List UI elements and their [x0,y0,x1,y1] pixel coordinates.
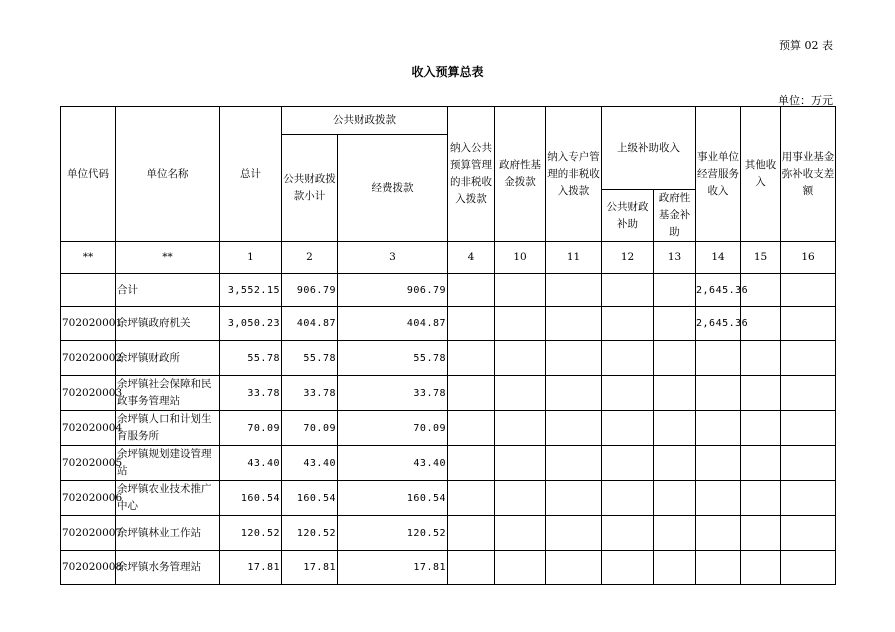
cell-operating: 160.54 [338,481,448,516]
cell-carryover [781,376,836,411]
cell-business-income [654,516,696,551]
cell-superior-public-finance [546,376,602,411]
cell-superior-public-finance [546,481,602,516]
index-cell: 11 [546,242,602,274]
header-business-income: 事业单位经营服务收入 [696,107,741,242]
cell-gov-fund [448,446,495,481]
cell-name: 余坪镇财政所 [116,341,220,376]
cell-total: 3,050.23 [220,307,282,341]
index-cell: 13 [654,242,696,274]
form-number: 预算 02 表 [779,39,833,52]
cell-operating: 43.40 [338,446,448,481]
cell-subtotal: 17.81 [282,551,338,585]
cell-subtotal: 55.78 [282,341,338,376]
cell-gov-fund [448,341,495,376]
table-body [61,274,836,585]
cell-gov-fund [448,481,495,516]
cell-special-non-tax [495,446,546,481]
cell-gov-fund [448,307,495,341]
cell-carryover [781,307,836,341]
cell-code: 702020003 [61,376,116,411]
cell-superior-public-finance [546,551,602,585]
cell-carryover [781,411,836,446]
header-total: 总计 [220,107,282,242]
cell-subtotal: 33.78 [282,376,338,411]
cell-superior-public-finance [546,516,602,551]
cell-business-income [654,411,696,446]
cell-special-non-tax [495,516,546,551]
header-other-income: 其他收入 [741,107,781,242]
cell-carryover [781,516,836,551]
cell-business-income [654,376,696,411]
cell-gov-fund [448,551,495,585]
cell-other-income [696,341,741,376]
index-cell: 1 [220,242,282,274]
cell-code: 702020002 [61,341,116,376]
table-header [61,107,836,274]
cell-total: 55.78 [220,341,282,376]
cell-other-income [696,551,741,585]
cell-other-income [696,376,741,411]
cell-code: 702020005 [61,446,116,481]
cell-total: 43.40 [220,446,282,481]
header-superior-subsidy: 上级补助收入 [602,107,696,190]
cell-superior-gov-fund [602,376,654,411]
cell-name: 余坪镇农业技术推广中心 [116,481,220,516]
cell-special-non-tax [495,411,546,446]
cell-gov-fund [448,516,495,551]
index-cell: 2 [282,242,338,274]
header-superior-public-finance: 公共财政补助 [602,190,654,242]
cell-gov-fund [448,411,495,446]
header-name: 单位名称 [116,107,220,242]
cell-business-income [654,481,696,516]
index-cell: 14 [696,242,741,274]
cell-code: 702020008 [61,551,116,585]
cell-name: 余坪镇政府机关 [116,307,220,341]
cell-superior-gov-fund [602,411,654,446]
cell-fund-balance [741,411,781,446]
cell-code: 702020001 [61,307,116,341]
cell-superior-public-finance [546,341,602,376]
cell-operating: 55.78 [338,341,448,376]
cell-other-income: 2,645.36 [696,274,741,307]
cell-code: 702020004 [61,411,116,446]
cell-operating: 404.87 [338,307,448,341]
cell-other-income [696,481,741,516]
cell-gov-fund [448,376,495,411]
cell-other-income: 2,645.36 [696,307,741,341]
index-cell: 12 [602,242,654,274]
header-fund-balance: 用事业基金弥补收支差额 [781,107,836,242]
cell-name: 余坪镇人口和计划生育服务所 [116,411,220,446]
table-row [61,516,836,551]
cell-fund-balance [741,376,781,411]
cell-total: 70.09 [220,411,282,446]
cell-superior-public-finance [546,307,602,341]
cell-name: 余坪镇规划建设管理站 [116,446,220,481]
cell-operating: 33.78 [338,376,448,411]
cell-total: 3,552.15 [220,274,282,307]
unit-label: 单位：万元 [778,94,833,107]
index-row [61,242,836,274]
cell-superior-gov-fund [602,446,654,481]
table-row [61,481,836,516]
index-cell: 10 [495,242,546,274]
cell-superior-gov-fund [602,341,654,376]
cell-code: 702020007 [61,516,116,551]
header-special-non-tax: 纳入专户管理的非税收入拨款 [546,107,602,242]
cell-superior-gov-fund [602,551,654,585]
cell-fund-balance [741,446,781,481]
cell-operating: 906.79 [338,274,448,307]
cell-total: 17.81 [220,551,282,585]
cell-total: 120.52 [220,516,282,551]
cell-business-income [654,341,696,376]
cell-carryover [781,446,836,481]
budget-table [60,106,836,585]
cell-special-non-tax [495,274,546,307]
index-cell: 15 [741,242,781,274]
table-row [61,274,836,307]
cell-superior-gov-fund [602,516,654,551]
cell-fund-balance [741,481,781,516]
cell-name: 合计 [116,274,220,307]
header-superior-gov-fund: 政府性基金补助 [654,190,696,242]
cell-subtotal: 70.09 [282,411,338,446]
cell-superior-gov-fund [602,481,654,516]
index-cell: 4 [448,242,495,274]
cell-business-income [654,274,696,307]
header-public-finance: 公共财政拨款 [282,107,448,135]
cell-business-income [654,307,696,341]
cell-total: 160.54 [220,481,282,516]
header-public-finance-subtotal: 公共财政拨款小计 [282,135,338,242]
cell-carryover [781,274,836,307]
cell-fund-balance [741,341,781,376]
table-row [61,411,836,446]
cell-fund-balance [741,516,781,551]
cell-superior-gov-fund [602,274,654,307]
cell-other-income [696,446,741,481]
table-row [61,307,836,341]
table-row [61,341,836,376]
cell-carryover [781,551,836,585]
cell-other-income [696,411,741,446]
header-operating-allocation: 经费拨款 [338,135,448,242]
cell-subtotal: 120.52 [282,516,338,551]
cell-code: 702020006 [61,481,116,516]
cell-business-income [654,551,696,585]
index-cell: ** [61,242,116,274]
cell-operating: 120.52 [338,516,448,551]
cell-gov-fund [448,274,495,307]
cell-subtotal: 43.40 [282,446,338,481]
cell-fund-balance [741,551,781,585]
cell-total: 33.78 [220,376,282,411]
cell-carryover [781,341,836,376]
header-gov-fund: 政府性基金拨款 [495,107,546,242]
table-row [61,551,836,585]
cell-superior-public-finance [546,446,602,481]
cell-subtotal: 404.87 [282,307,338,341]
index-cell: 16 [781,242,836,274]
cell-operating: 17.81 [338,551,448,585]
cell-subtotal: 906.79 [282,274,338,307]
cell-superior-gov-fund [602,307,654,341]
table-row [61,376,836,411]
header-non-tax-budget: 纳入公共预算管理的非税收入拨款 [448,107,495,242]
cell-name: 余坪镇林业工作站 [116,516,220,551]
cell-carryover [781,481,836,516]
cell-operating: 70.09 [338,411,448,446]
index-cell: ** [116,242,220,274]
cell-business-income [654,446,696,481]
cell-subtotal: 160.54 [282,481,338,516]
cell-special-non-tax [495,307,546,341]
index-cell: 3 [338,242,448,274]
page-title: 收入预算总表 [411,65,484,79]
cell-special-non-tax [495,551,546,585]
cell-superior-public-finance [546,274,602,307]
cell-name: 余坪镇水务管理站 [116,551,220,585]
table-row [61,446,836,481]
cell-superior-public-finance [546,411,602,446]
cell-special-non-tax [495,341,546,376]
cell-special-non-tax [495,376,546,411]
cell-other-income [696,516,741,551]
header-code: 单位代码 [61,107,116,242]
cell-name: 余坪镇社会保障和民政事务管理站 [116,376,220,411]
cell-code [61,274,116,307]
cell-special-non-tax [495,481,546,516]
